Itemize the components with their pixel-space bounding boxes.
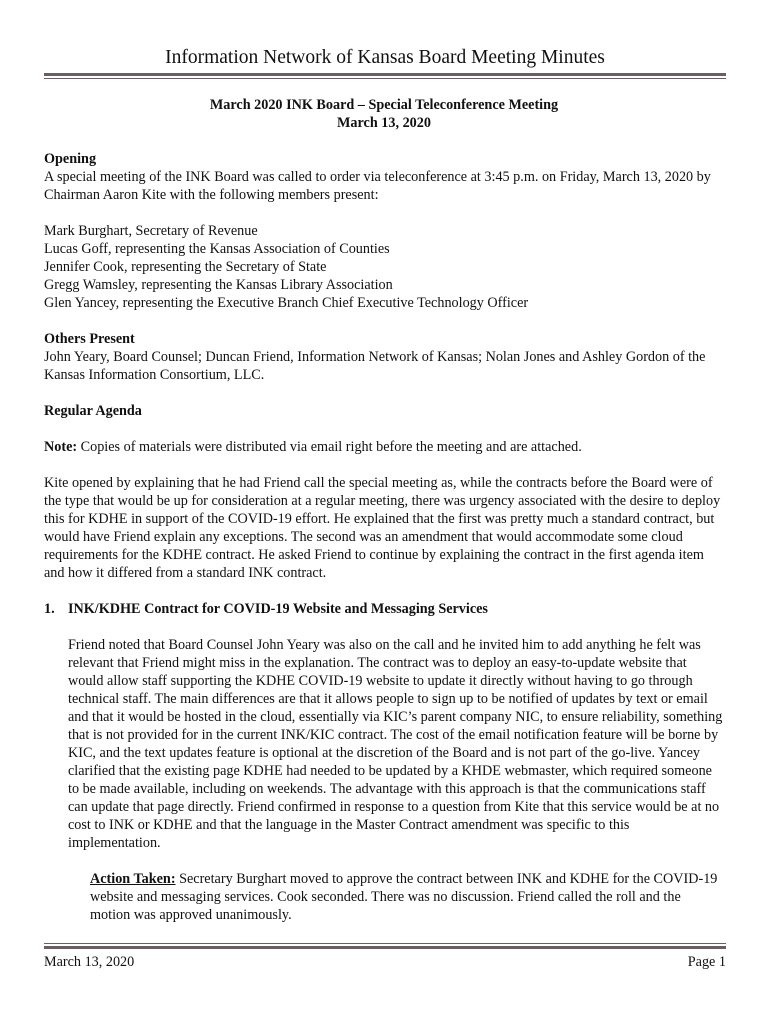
header-rule-thin	[44, 78, 726, 79]
member-item: Gregg Wamsley, representing the Kansas Library Association	[44, 277, 393, 293]
member-item: Glen Yancey, representing the Executive Branch Chief Executive Technology Officer	[44, 295, 529, 311]
agenda-item-1-body: Friend noted that Board Counsel John Yeary was also on the call and he invited him to add anything he felt was relevant that Friend might miss in the explanation. The contract was to deploy an easy-to-update website that would allow staff supporting the KDHE COVID-19 website to update it directly without having to go through technical staff. The main differences are that it allows people to sign up to be notified of updates by text or email and that it would be hosted in the cloud, essentially via KIC’s parent company NIC, to ensure reliability, something that is not provided for in the current INK/KIC contract. The cost of the email notification feature will be borne by KIC, and the text updates feature is optional at the discretion of the Board and is not part of the go-live. Yancey clarified that the existing page KDHE had needed to be updated by a KHDE webmaster, which required someone to be made available, including on weekends. The advantage with this approach is that the communications staff can update that page directly. Friend confirmed in response to a question from Kite that this service would be at no cost to INK or KDHE and that the language in the Master Contract amendment was specific to this implementation.	[68, 637, 723, 851]
page-header-title: Information Network of Kansas Board Meeting Minutes	[165, 47, 605, 68]
opening-heading: Opening	[44, 151, 97, 167]
members-list	[44, 222, 724, 312]
meeting-title: March 2020 INK Board – Special Teleconference Meeting	[209, 97, 559, 113]
member-item: Jennifer Cook, representing the Secretary of State	[44, 259, 327, 275]
agenda-item-number: 1.	[44, 601, 55, 617]
member-item: Lucas Goff, representing the Kansas Association of Counties	[44, 241, 390, 257]
footer-rule-thin	[44, 943, 726, 944]
agenda-item-1-heading	[44, 600, 724, 618]
header-rule-thick	[44, 73, 726, 76]
agenda-note	[44, 438, 724, 456]
note-text: Copies of materials were distributed via email right before the meeting and are attached.	[77, 439, 582, 455]
footer-date: March 13, 2020	[44, 954, 135, 970]
footer-rule-thick	[44, 946, 726, 949]
page-number: Page 1	[687, 954, 726, 970]
document-body	[44, 96, 724, 924]
note-label: Note:	[44, 439, 78, 455]
action-text: Secretary Burghart moved to approve the contract between INK and KDHE for the COVID-19 website and messaging services. Cook seconded. There was no discussion. Friend called the roll and the motion was approved unanimously.	[90, 871, 718, 923]
member-item: Mark Burghart, Secretary of Revenue	[44, 223, 258, 239]
opening-text: A special meeting of the INK Board was called to order via teleconference at 3:45 p.m. on Friday, March 13, 2020 by Chairman Aaron Kite with the following members present:	[44, 169, 711, 203]
others-text: John Yeary, Board Counsel; Duncan Friend, Information Network of Kansas; Nolan Jones and Ashley Gordon of the Kansas Information Consortium, LLC.	[44, 349, 706, 383]
action-label: Action Taken:	[90, 871, 176, 887]
agenda-intro: Kite opened by explaining that he had Friend call the special meeting as, while the contracts before the Board were of the type that would be up for consideration at a regular meeting, there was urgency associated with the desire to deploy this for KDHE in support of the COVID-19 effort. He explained that the first was pretty much a standard contract, but would have Friend explain any exceptions. The second was an amendment that would accommodate some cloud requirements for the KDHE contract. He asked Friend to continue by explaining the contract in the first agenda item and how it differed from a standard INK contract.	[44, 475, 721, 581]
agenda-heading: Regular Agenda	[44, 403, 142, 419]
action-taken	[90, 870, 724, 924]
meeting-date: March 13, 2020	[337, 115, 431, 131]
agenda-item-title: INK/KDHE Contract for COVID-19 Website and Messaging Services	[68, 601, 488, 617]
others-heading: Others Present	[44, 331, 135, 347]
